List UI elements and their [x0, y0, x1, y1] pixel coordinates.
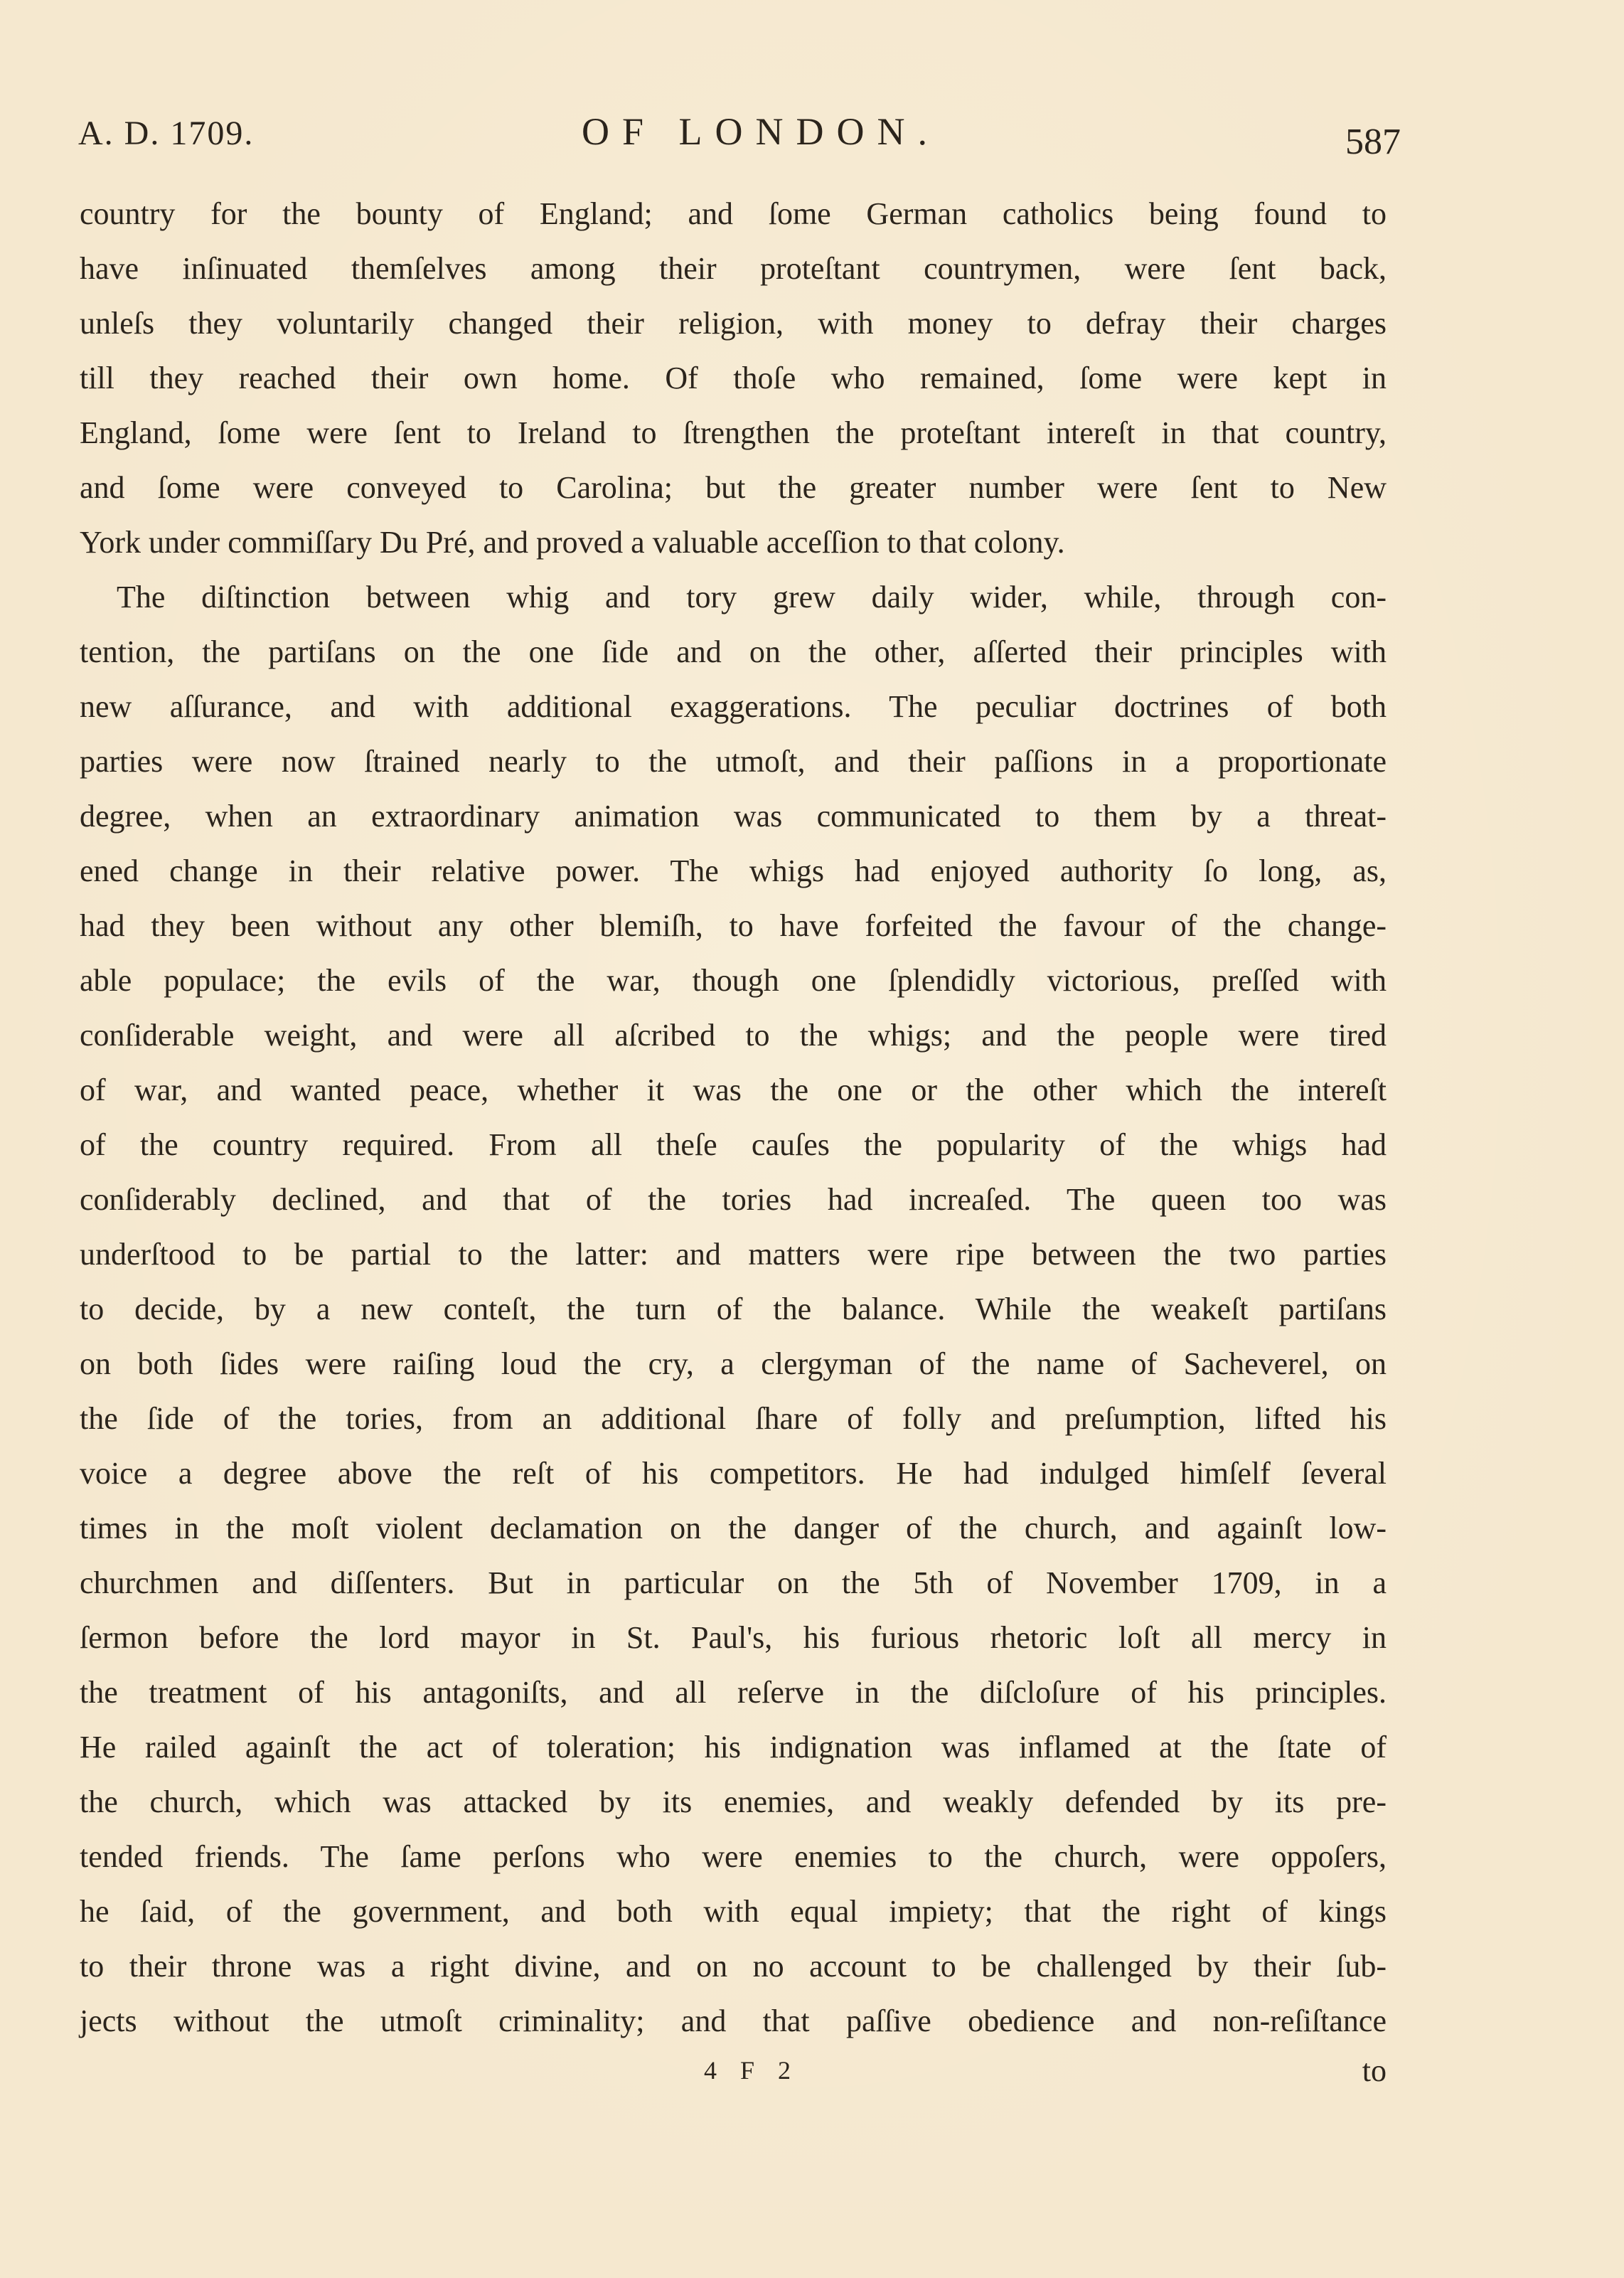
text-line: had they been without any other blemiſh, to have forfeited the favour of the change-	[80, 908, 1387, 943]
text-line: on both ſides were raiſing loud the cry, a clergyman of the name of Sacheverel, on	[80, 1346, 1387, 1381]
paragraph-2	[80, 570, 1387, 2048]
body-text	[80, 186, 1387, 2048]
text-line: parties were now ſtrained nearly to the utmoſt, and their paſſions in a proportionate	[80, 744, 1387, 779]
text-line: tention, the partiſans on the one ſide and on the other, aſſerted their principles with	[80, 634, 1387, 669]
text-line: and ſome were conveyed to Carolina; but the greater number were ſent to New	[80, 470, 1387, 505]
text-line: he ſaid, of the government, and both with equal impiety; that the right of kings	[80, 1894, 1387, 1929]
page-number: 587	[1345, 122, 1401, 162]
text-line: the ſide of the tories, from an additional ſhare of folly and preſumption, lifted his	[80, 1401, 1387, 1436]
text-line: ſermon before the lord mayor in St. Paul's, his furious rhetoric loſt all mercy in	[80, 1620, 1387, 1655]
signature-mark: 4 F 2	[704, 2056, 800, 2085]
text-line: unleſs they voluntarily changed their religion, with money to defray their charges	[80, 306, 1387, 341]
text-line: till they reached their own home. Of thoſe who remained, ſome were kept in	[80, 361, 1387, 395]
header-date: A. D. 1709.	[78, 115, 255, 152]
text-line: York under commiſſary Du Pré, and proved a valuable acceſſion to that colony.	[80, 525, 1065, 560]
text-line: the church, which was attacked by its enemies, and weakly defended by its pre-	[80, 1784, 1387, 1819]
text-line: the treatment of his antagoniſts, and all reſerve in the diſcloſure of his principles.	[80, 1675, 1387, 1710]
text-line: He railed againſt the act of toleration; his indignation was inflamed at the ſtate of	[80, 1730, 1387, 1765]
text-line: underſtood to be partial to the latter: and matters were ripe between the two parties	[80, 1237, 1387, 1272]
text-line: conſiderable weight, and were all aſcribed to the whigs; and the people were tired	[80, 1018, 1387, 1053]
text-line: churchmen and diſſenters. But in particular on the 5th of November 1709, in a	[80, 1565, 1387, 1600]
text-line: of the country required. From all theſe cauſes the popularity of the whigs had	[80, 1127, 1387, 1162]
text-line: voice a degree above the reſt of his competitors. He had indulged himſelf ſeveral	[80, 1456, 1387, 1491]
header-title: OF LONDON.	[582, 110, 940, 153]
catchword: to	[1362, 2053, 1387, 2088]
text-line: to their throne was a right divine, and on no account to be challenged by their ſub-	[80, 1949, 1387, 1984]
text-line: of war, and wanted peace, whether it was the one or the other which the intereſt	[80, 1073, 1387, 1107]
text-line: new aſſurance, and with additional exaggerations. The peculiar doctrines of both	[80, 689, 1387, 724]
text-line: to decide, by a new conteſt, the turn of the balance. While the weakeſt partiſans	[80, 1292, 1387, 1326]
text-line: conſiderably declined, and that of the tories had increaſed. The queen too was	[80, 1182, 1387, 1217]
text-line: times in the moſt violent declamation on the danger of the church, and againſt low-	[80, 1511, 1387, 1545]
text-line: ened change in their relative power. The whigs had enjoyed authority ſo long, as,	[80, 853, 1387, 888]
text-line: have inſinuated themſelves among their proteſtant countrymen, were ſent back,	[80, 251, 1387, 286]
page-footer	[80, 2053, 1387, 2102]
text-line: country for the bounty of England; and ſome German catholics being found to	[80, 196, 1387, 231]
running-head	[78, 107, 1401, 164]
text-line: degree, when an extraordinary animation was communicated to them by a threat-	[80, 799, 1387, 834]
paragraph-1	[80, 186, 1387, 570]
text-line: tended friends. The ſame perſons who were enemies to the church, were oppoſers,	[80, 1839, 1387, 1874]
text-line: The diſtinction between whig and tory grew daily wider, while, through con-	[117, 580, 1387, 614]
text-line: England, ſome were ſent to Ireland to ſtrengthen the proteſtant intereſt in that country,	[80, 415, 1387, 450]
text-line: jects without the utmoſt criminality; and that paſſive obedience and non-reſiſtance	[80, 2003, 1387, 2038]
text-line: able populace; the evils of the war, though one ſplendidly victorious, preſſed with	[80, 963, 1387, 998]
